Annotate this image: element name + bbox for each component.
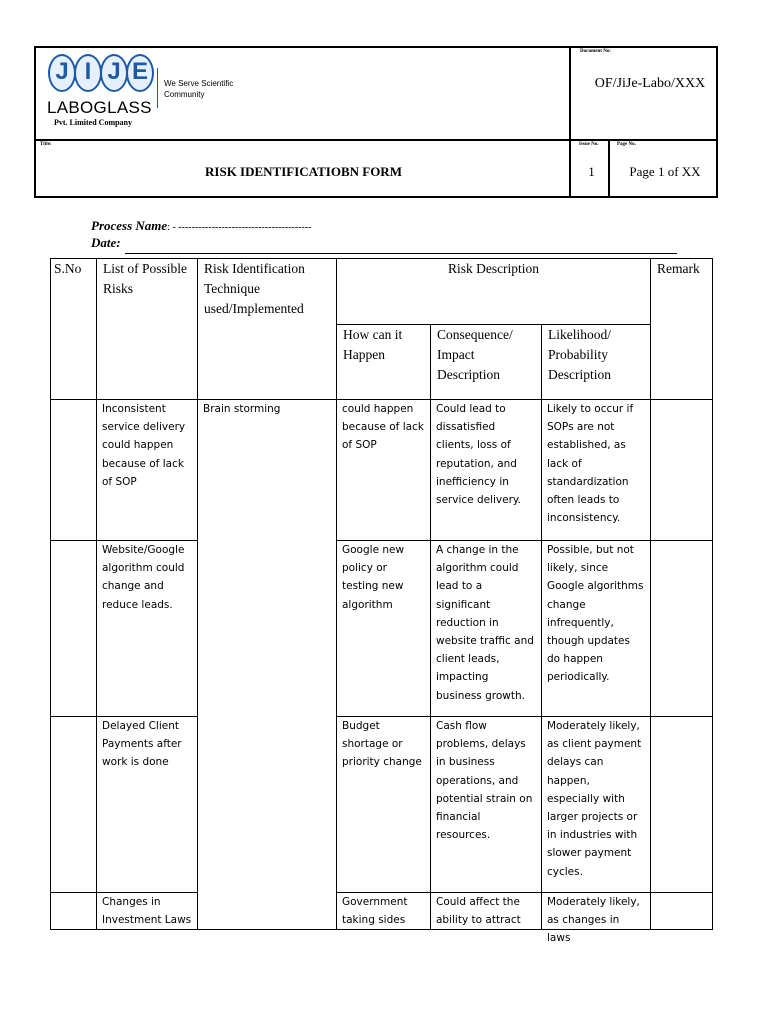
- consequence-text: Could affect the ability to attract: [436, 896, 521, 927]
- remark-cell: [651, 717, 713, 893]
- rule-line: [125, 253, 677, 254]
- company-suffix: Pvt. Limited Company: [54, 118, 132, 127]
- table-row: [51, 893, 713, 930]
- document-header: [34, 46, 718, 198]
- how-cell: Budget shortage or priority change: [337, 717, 431, 893]
- form-title: RISK IDENTIFICATIOBN FORM: [205, 164, 402, 179]
- sno-cell: [51, 400, 97, 541]
- how-text: Government taking sides: [342, 896, 408, 927]
- likelihood-cell: [542, 893, 651, 945]
- date-label: Date:: [91, 235, 121, 250]
- header-risk-description: Risk Description: [337, 259, 651, 325]
- risk-cell: Website/Google algorithm could change and reduce leads.: [97, 541, 198, 717]
- table-row: [51, 717, 713, 893]
- likelihood-cell: Likely to occur if SOPs are not established, as lack of standardization often leads to inconsistency.: [542, 400, 651, 541]
- how-cell: [337, 893, 431, 930]
- header-divider: [36, 139, 716, 141]
- consequence-cell: Cash flow problems, delays in business operations, and potential strain on financial resources.: [431, 717, 542, 893]
- risk-text: Changes in Investment Laws: [102, 896, 192, 927]
- consequence-cell: [431, 893, 542, 930]
- issue-no-label: Issue No.: [579, 142, 599, 147]
- company-name: LABOGLASS: [47, 98, 152, 117]
- process-name-blank: : - ----------------------------------------: [167, 222, 312, 233]
- table-row: [51, 400, 713, 541]
- how-cell: Google new policy or testing new algorithm: [337, 541, 431, 717]
- header-sno: S.No: [51, 259, 97, 400]
- risk-cell: Delayed Client Payments after work is done: [97, 717, 198, 893]
- header-how: How can it Happen: [337, 325, 431, 400]
- slogan-divider: [157, 68, 158, 108]
- sno-cell: [51, 893, 97, 930]
- header-possible-risks: List of Possible Risks: [97, 259, 198, 400]
- logo-letter: J: [48, 54, 76, 92]
- title-label: Title:: [40, 142, 52, 147]
- document-no: OF/JiJe-Labo/XXX: [594, 76, 706, 91]
- risk-cell: Inconsistent service delivery could happen because of lack of SOP: [97, 400, 198, 541]
- consequence-cell: Could lead to dissatisfied clients, loss of reputation, and inefficiency in service delivery.: [431, 400, 542, 541]
- header-consequence: Consequence/ Impact Description: [431, 325, 542, 400]
- consequence-cell: A change in the algorithm could lead to a significant reduction in website traffic and client leads, impacting business growth.: [431, 541, 542, 717]
- process-name-label: Process Name: [91, 218, 168, 233]
- header-remark: Remark: [651, 259, 713, 400]
- company-slogan: We Serve Scientific Community: [164, 79, 234, 99]
- remark-cell: [651, 400, 713, 541]
- likelihood-cell: Moderately likely, as client payment delays can happen, especially with larger projects or in industries with slower payment cycles.: [542, 717, 651, 893]
- process-name-line: [91, 218, 312, 234]
- likelihood-text: Moderately likely, as changes in laws: [547, 896, 640, 945]
- header-technique: Risk Identification Technique used/Implemented: [198, 259, 337, 400]
- issue-no: 1: [588, 164, 595, 179]
- remark-cell: [651, 541, 713, 717]
- likelihood-cell: Possible, but not likely, since Google algorithms change infrequently, though updates do happen periodically.: [542, 541, 651, 717]
- logo-letter: I: [74, 54, 102, 92]
- risk-cell: [97, 893, 198, 930]
- document-no-label: Document No:: [580, 49, 611, 54]
- technique-cell: Brain storming: [198, 400, 337, 930]
- page-no-label: Page No.: [617, 142, 636, 147]
- table-header-row: [51, 259, 713, 325]
- risk-table: [50, 258, 713, 945]
- logo-letter: E: [126, 54, 154, 92]
- table-row: [51, 541, 713, 717]
- logo-letter: J: [100, 54, 128, 92]
- sno-cell: [51, 717, 97, 893]
- sno-cell: [51, 541, 97, 717]
- remark-cell: [651, 893, 713, 930]
- header-likelihood: Likelihood/ Probability Description: [542, 325, 651, 400]
- page-no: Page 1 of XX: [629, 164, 701, 179]
- how-cell: could happen because of lack of SOP: [337, 400, 431, 541]
- company-logo: [46, 54, 161, 128]
